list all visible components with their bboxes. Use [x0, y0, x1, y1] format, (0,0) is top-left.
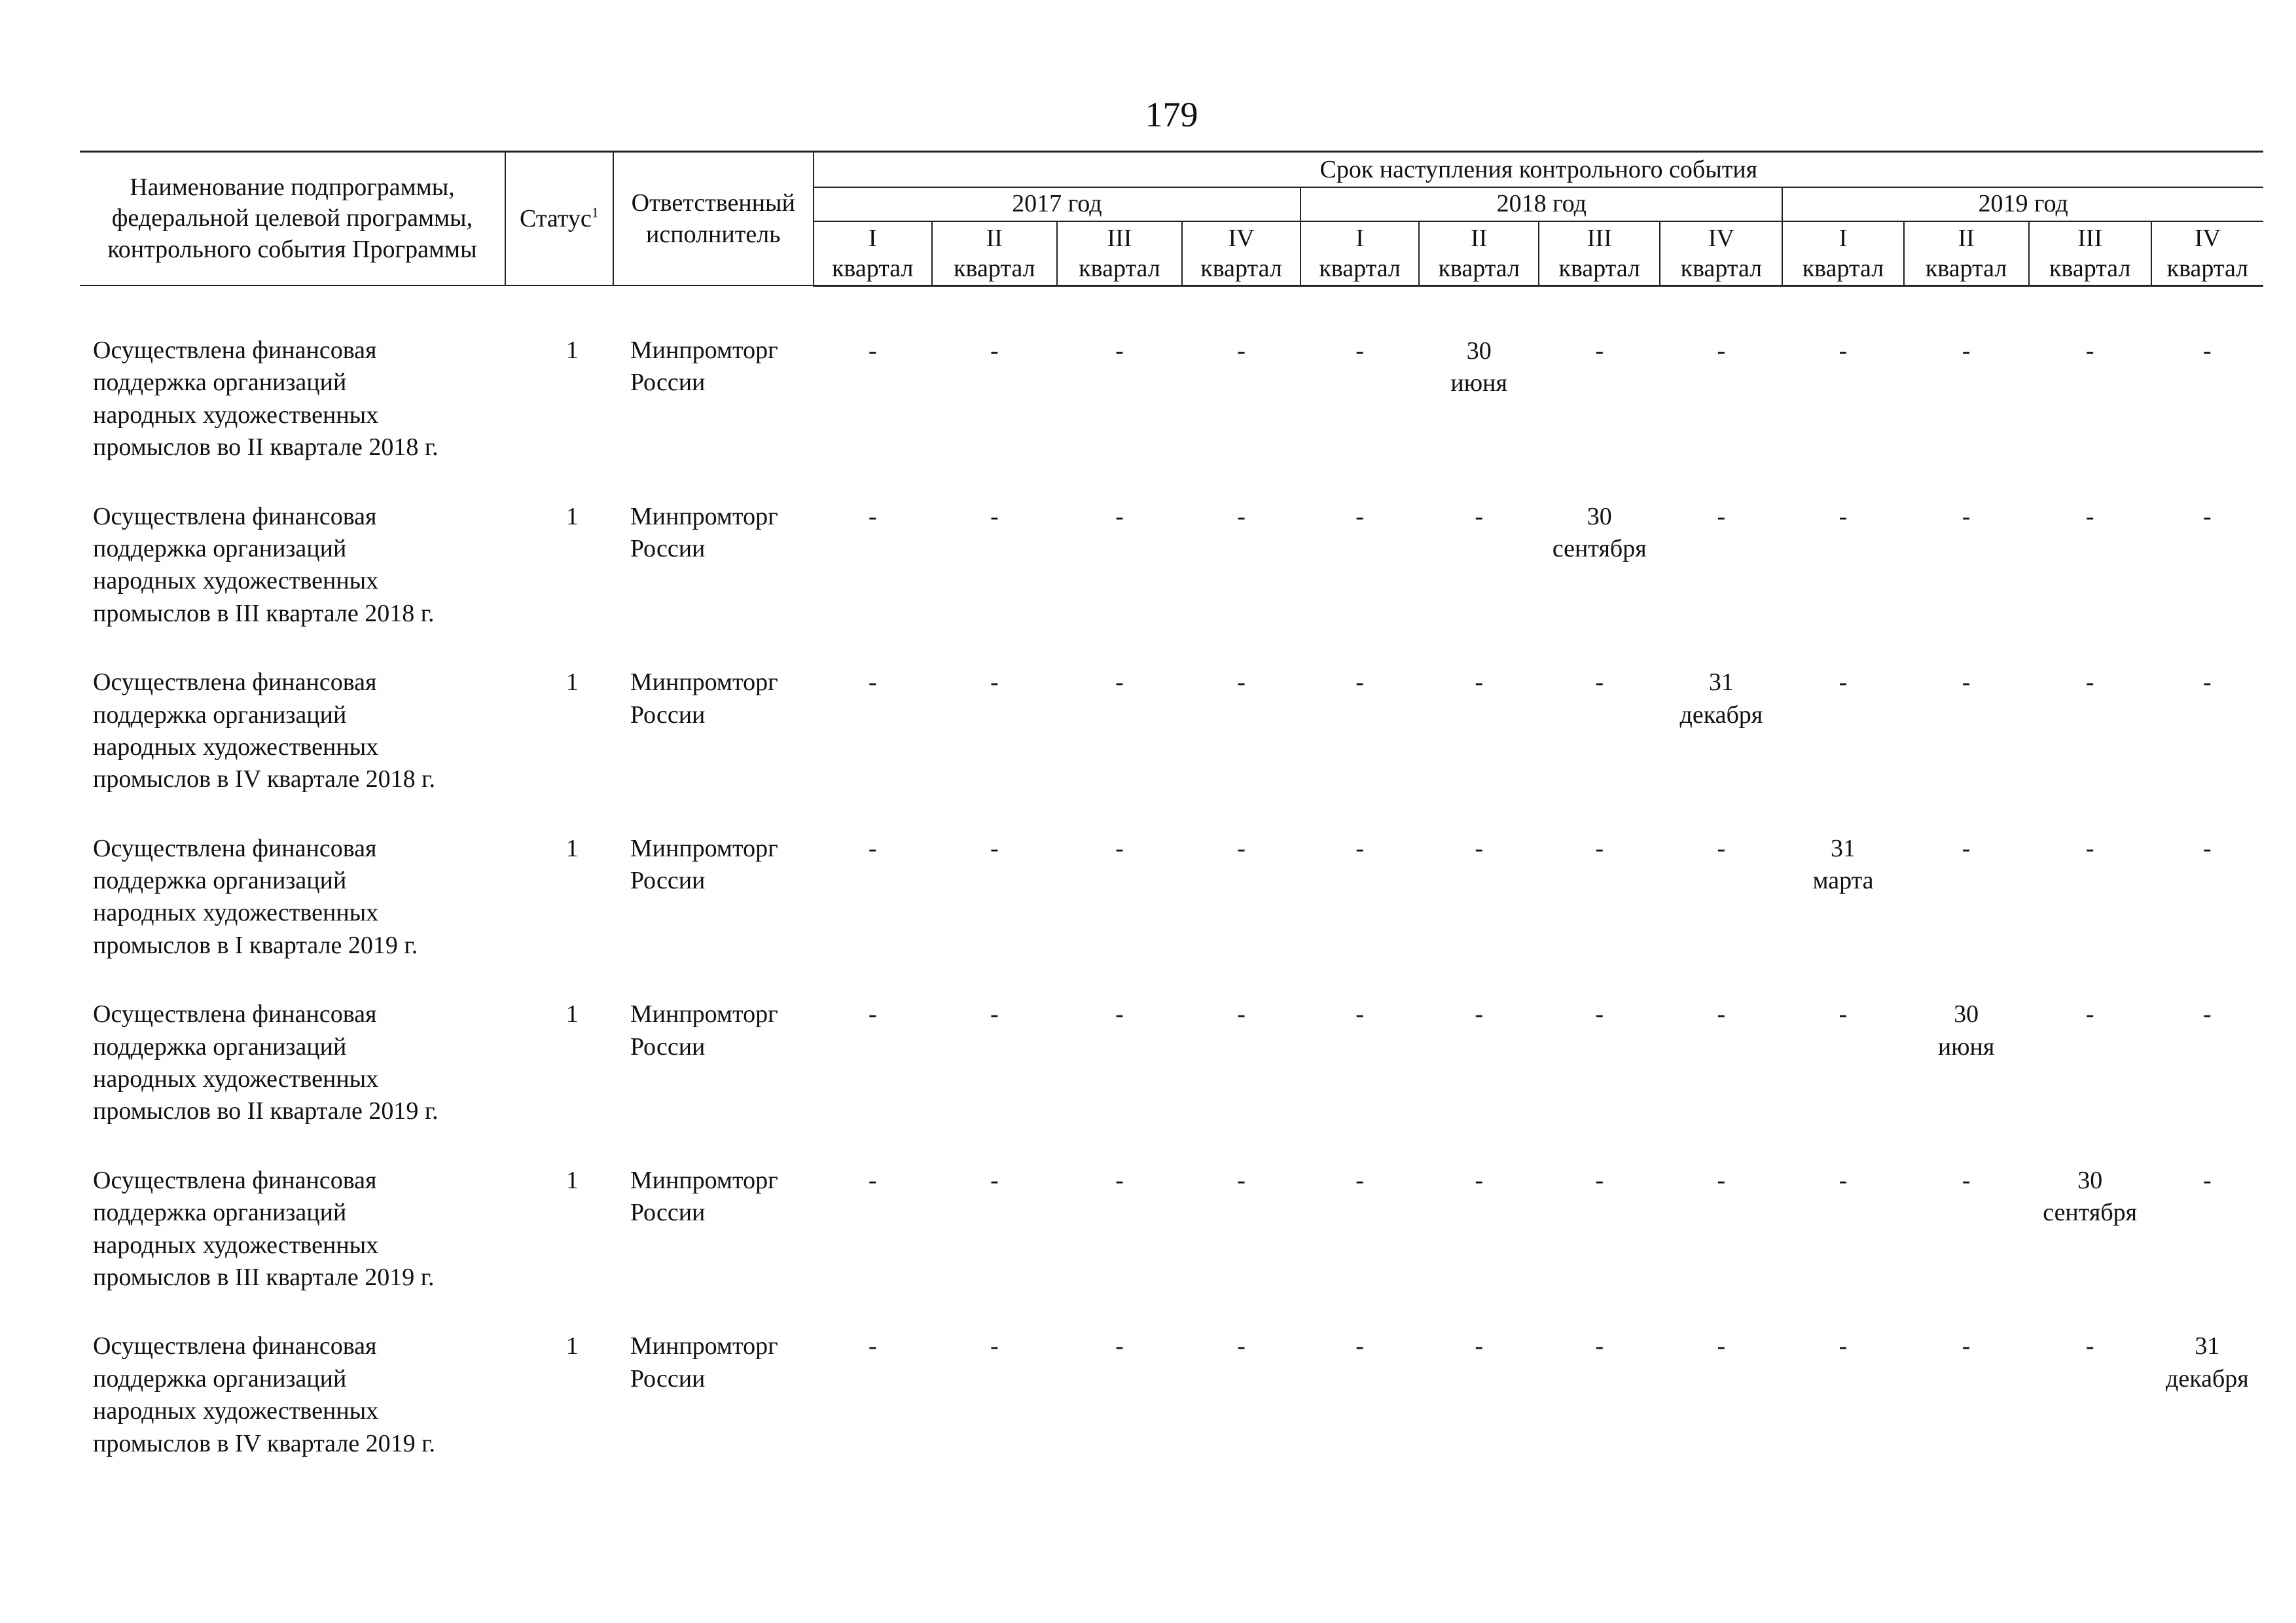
header-year-2019: 2019 год	[1782, 187, 2263, 221]
quarter-cell	[1419, 285, 1539, 464]
quarter-cell-text: -	[1115, 337, 1124, 365]
event-name	[80, 962, 505, 1128]
quarter-cell-text: -	[1355, 834, 1364, 862]
event-name-line: промыслов в IV квартале 2018 г.	[93, 765, 435, 793]
quarter-cell	[1419, 630, 1539, 796]
quarter-cell-text: -	[1355, 502, 1364, 530]
quarter-cell-text: -	[1115, 834, 1124, 862]
quarter-cell-text: марта	[1812, 867, 1874, 895]
header-quarter-word: квартал	[1438, 254, 1520, 282]
quarter-cell-text: -	[1355, 1332, 1364, 1360]
quarter-cell-text: -	[1475, 1000, 1484, 1029]
quarter-cell	[1300, 796, 1419, 962]
quarter-cell	[1660, 285, 1782, 464]
quarter-cell-text: 30	[1466, 337, 1492, 365]
event-responsible	[613, 962, 814, 1128]
event-responsible	[613, 1294, 814, 1460]
quarter-cell-text: -	[868, 1332, 877, 1360]
header-quarter-word: квартал	[954, 254, 1035, 282]
event-name-line: поддержка организаций	[93, 1032, 347, 1061]
quarter-cell	[1782, 796, 1903, 962]
header-quarter	[1782, 221, 1903, 286]
header-responsible: Ответственный исполнитель	[613, 152, 814, 286]
header-quarter-word: квартал	[2166, 254, 2249, 282]
quarter-cell-text: -	[990, 834, 999, 862]
quarter-cell-text: -	[1717, 834, 1726, 862]
page-number: 179	[1145, 95, 1198, 134]
quarter-cell-text: -	[2203, 337, 2212, 365]
event-name-line: народных художественных	[93, 1065, 379, 1093]
quarter-cell	[1660, 464, 1782, 630]
event-responsible-line: Минпромторг	[630, 834, 778, 862]
quarter-cell-text: июня	[1450, 369, 1507, 397]
quarter-cell-text: 30	[2077, 1166, 2103, 1194]
header-status	[505, 152, 613, 286]
header-quarter	[1300, 221, 1419, 286]
header-quarter	[1660, 221, 1782, 286]
quarter-cell-text: -	[868, 502, 877, 530]
header-quarter-word: квартал	[1802, 254, 1884, 282]
quarter-cell	[2151, 630, 2263, 796]
table-row	[80, 962, 2263, 1128]
quarter-cell	[1182, 1294, 1300, 1460]
quarter-cell-text: -	[1115, 1332, 1124, 1360]
quarter-cell-text: -	[1595, 337, 1604, 365]
quarter-cell-text: -	[1717, 502, 1726, 530]
quarter-cell	[1904, 630, 2029, 796]
quarter-cell-text: -	[1839, 1166, 1848, 1194]
quarter-cell-text: 31	[2195, 1332, 2220, 1360]
header-quarter-word: квартал	[1925, 254, 2007, 282]
header-quarter-number: II	[1471, 224, 1488, 252]
quarter-cell-text: -	[1355, 668, 1364, 697]
quarter-cell	[1300, 962, 1419, 1128]
quarter-cell	[1182, 285, 1300, 464]
quarter-cell	[1782, 630, 1903, 796]
quarter-cell-text: 31	[1708, 668, 1734, 697]
quarter-cell-text: -	[2203, 668, 2212, 697]
quarter-cell-text: -	[1475, 502, 1484, 530]
quarter-cell	[1419, 464, 1539, 630]
event-name	[80, 796, 505, 962]
quarter-cell	[1057, 796, 1182, 962]
event-responsible-line: Минпромторг	[630, 1000, 778, 1029]
quarter-cell	[2029, 464, 2151, 630]
quarter-cell-text: -	[868, 1000, 877, 1029]
control-events-table	[80, 151, 2263, 1460]
header-quarter-number: IV	[1708, 224, 1734, 252]
quarter-cell-text: -	[1237, 1166, 1246, 1194]
table-row	[80, 1128, 2263, 1294]
event-responsible-line: Минпромторг	[630, 502, 778, 530]
quarter-cell	[1300, 464, 1419, 630]
event-responsible-line: России	[630, 369, 706, 397]
event-status: 1	[565, 337, 579, 364]
quarter-cell-text: -	[1237, 337, 1246, 365]
quarter-cell	[1300, 630, 1419, 796]
event-name-line: Осуществлена финансовая	[93, 337, 377, 364]
quarter-cell	[1539, 1128, 1660, 1294]
quarter-cell	[1539, 962, 1660, 1128]
event-responsible-line: России	[630, 867, 706, 895]
quarter-cell	[2029, 1294, 2151, 1460]
quarter-cell	[1419, 1294, 1539, 1460]
table-row	[80, 464, 2263, 630]
quarter-cell-text: -	[1962, 502, 1971, 530]
quarter-cell-text: -	[1717, 1166, 1726, 1194]
quarter-cell-text: -	[1962, 1166, 1971, 1194]
table-row	[80, 796, 2263, 962]
quarter-cell	[1419, 1128, 1539, 1294]
quarter-cell	[932, 464, 1057, 630]
quarter-cell-text: -	[1115, 502, 1124, 530]
header-quarter-number: IV	[1228, 224, 1255, 252]
quarter-cell	[814, 285, 932, 464]
header-quarter-number: IV	[2194, 224, 2221, 252]
quarter-cell	[1904, 796, 2029, 962]
event-name-line: поддержка организаций	[93, 1199, 347, 1227]
quarter-cell-text: -	[1839, 502, 1848, 530]
quarter-cell	[1057, 285, 1182, 464]
header-quarter	[2029, 221, 2151, 286]
header-quarter-number: III	[1107, 224, 1132, 252]
quarter-cell-text: -	[1115, 668, 1124, 697]
quarter-cell-text: -	[990, 1166, 999, 1194]
quarter-cell	[814, 464, 932, 630]
event-name	[80, 630, 505, 796]
quarter-cell	[814, 1294, 932, 1460]
header-quarter-number: II	[1958, 224, 1975, 252]
quarter-cell	[2029, 285, 2151, 464]
quarter-cell-text: -	[1237, 834, 1246, 862]
quarter-cell-text: сентября	[1552, 534, 1647, 562]
quarter-cell-text: декабря	[2166, 1364, 2249, 1393]
quarter-cell	[1057, 464, 1182, 630]
quarter-cell	[1057, 630, 1182, 796]
quarter-cell	[1904, 464, 2029, 630]
event-responsible-line: Минпромторг	[630, 668, 778, 697]
header-quarter	[1419, 221, 1539, 286]
header-quarter-word: квартал	[2049, 254, 2131, 282]
header-quarter	[2151, 221, 2263, 286]
event-name	[80, 1128, 505, 1294]
quarter-cell-text: -	[2085, 1000, 2094, 1029]
header-quarter-word: квартал	[1680, 254, 1763, 282]
event-name-line: народных художественных	[93, 899, 379, 927]
header-status-label: Статус	[519, 204, 592, 232]
quarter-cell-text: -	[2085, 502, 2094, 530]
header-status-footnote: 1	[591, 204, 599, 221]
event-status: 1	[565, 502, 579, 530]
event-status: 1	[565, 1166, 579, 1194]
quarter-cell-text: -	[1595, 1332, 1604, 1360]
event-name-line: поддержка организаций	[93, 534, 347, 562]
quarter-cell-text: -	[1839, 668, 1848, 697]
event-responsible-line: России	[630, 1032, 706, 1061]
quarter-cell-text: сентября	[2043, 1199, 2138, 1227]
quarter-cell-text: -	[1595, 1000, 1604, 1029]
event-name	[80, 464, 505, 630]
header-quarter-number: III	[1587, 224, 1612, 252]
quarter-cell-text: -	[1839, 1332, 1848, 1360]
quarter-cell-text: -	[1475, 834, 1484, 862]
quarter-cell	[1057, 1128, 1182, 1294]
header-quarter-number: I	[1355, 224, 1364, 252]
quarter-cell	[932, 630, 1057, 796]
event-name-line: промыслов в I квартале 2019 г.	[93, 931, 418, 959]
quarter-cell-text: -	[990, 502, 999, 530]
quarter-cell	[1660, 630, 1782, 796]
event-responsible	[613, 630, 814, 796]
quarter-cell-text: -	[990, 1000, 999, 1029]
header-year-2018: 2018 год	[1300, 187, 1782, 221]
quarter-cell-text: -	[1115, 1000, 1124, 1029]
quarter-cell	[2151, 796, 2263, 962]
quarter-cell	[1660, 962, 1782, 1128]
quarter-cell	[814, 1128, 932, 1294]
quarter-cell	[1539, 285, 1660, 464]
quarter-cell-text: -	[1475, 1166, 1484, 1194]
event-name-line: народных художественных	[93, 1231, 379, 1259]
event-responsible	[613, 464, 814, 630]
event-responsible	[613, 796, 814, 962]
quarter-cell	[1782, 1294, 1903, 1460]
quarter-cell	[1904, 1294, 2029, 1460]
quarter-cell-text: -	[1595, 668, 1604, 697]
quarter-cell-text: -	[1839, 1000, 1848, 1029]
quarter-cell	[1300, 285, 1419, 464]
event-name	[80, 285, 505, 464]
quarter-cell-text: -	[1717, 1332, 1726, 1360]
quarter-cell	[2029, 962, 2151, 1128]
header-quarter-word: квартал	[1079, 254, 1160, 282]
quarter-cell	[932, 796, 1057, 962]
quarter-cell	[1182, 1128, 1300, 1294]
quarter-cell	[1182, 962, 1300, 1128]
quarter-cell-text: -	[2085, 1332, 2094, 1360]
event-responsible-line: России	[630, 1199, 706, 1227]
quarter-cell	[2151, 464, 2263, 630]
quarter-cell-text: -	[2085, 668, 2094, 697]
table-row	[80, 285, 2263, 464]
header-quarter	[1057, 221, 1182, 286]
quarter-cell-text: 31	[1830, 834, 1856, 862]
quarter-cell	[2029, 630, 2151, 796]
quarter-cell-text: -	[1962, 834, 1971, 862]
event-name-line: Осуществлена финансовая	[93, 1000, 377, 1029]
quarter-cell-text: -	[1237, 502, 1246, 530]
quarter-cell-text: -	[868, 1166, 877, 1194]
header-quarter-number: I	[1839, 224, 1848, 252]
quarter-cell	[1782, 962, 1903, 1128]
quarter-cell	[814, 962, 932, 1128]
quarter-cell	[1419, 962, 1539, 1128]
quarter-cell-text: -	[1962, 337, 1971, 365]
quarter-cell-text: -	[1717, 1000, 1726, 1029]
quarter-cell-text: -	[868, 668, 877, 697]
event-status: 1	[565, 668, 579, 697]
header-name: Наименование подпрограммы, федеральной целевой программы, контрольного события Программы	[80, 152, 505, 286]
quarter-cell	[932, 285, 1057, 464]
quarter-cell-text: июня	[1937, 1032, 1995, 1061]
quarter-cell	[2151, 962, 2263, 1128]
quarter-cell-text: -	[1355, 337, 1364, 365]
event-name-line: Осуществлена финансовая	[93, 668, 377, 697]
quarter-cell-text: -	[1237, 668, 1246, 697]
event-status: 1	[565, 834, 579, 862]
quarter-cell	[814, 796, 932, 962]
event-name	[80, 1294, 505, 1460]
quarter-cell	[1419, 796, 1539, 962]
event-name-line: поддержка организаций	[93, 1364, 347, 1393]
quarter-cell	[1782, 464, 1903, 630]
quarter-cell-text: -	[990, 1332, 999, 1360]
quarter-cell-text: 30	[1954, 1000, 1979, 1029]
event-name-line: поддержка организаций	[93, 701, 347, 729]
quarter-cell	[814, 630, 932, 796]
quarter-cell-text: -	[2203, 1000, 2212, 1029]
event-responsible-line: Минпромторг	[630, 1166, 778, 1194]
quarter-cell-text: -	[2085, 337, 2094, 365]
quarter-cell	[1904, 285, 2029, 464]
quarter-cell-text: -	[868, 834, 877, 862]
quarter-cell	[1904, 1128, 2029, 1294]
quarter-cell-text: -	[868, 337, 877, 365]
quarter-cell	[2151, 285, 2263, 464]
event-status: 1	[565, 1332, 579, 1360]
quarter-cell-text: 30	[1587, 502, 1612, 530]
event-name-line: промыслов в IV квартале 2019 г.	[93, 1429, 435, 1457]
quarter-cell	[2151, 1128, 2263, 1294]
event-responsible-line: Минпромторг	[630, 1332, 778, 1360]
header-deadline-group: Срок наступления контрольного события	[814, 152, 2263, 187]
quarter-cell-text: -	[1355, 1166, 1364, 1194]
quarter-cell	[2151, 1294, 2263, 1460]
header-quarter	[1182, 221, 1300, 286]
header-quarter	[1904, 221, 2029, 286]
quarter-cell	[1182, 630, 1300, 796]
quarter-cell-text: -	[1475, 668, 1484, 697]
event-responsible-line: России	[630, 701, 706, 729]
event-name-line: промыслов в III квартале 2018 г.	[93, 599, 435, 627]
quarter-cell-text: -	[1355, 1000, 1364, 1029]
quarter-cell	[932, 1294, 1057, 1460]
header-quarter	[932, 221, 1057, 286]
event-name-line: Осуществлена финансовая	[93, 1166, 377, 1194]
quarter-cell-text: -	[1237, 1332, 1246, 1360]
quarter-cell-text: -	[990, 337, 999, 365]
quarter-cell	[1660, 1128, 1782, 1294]
quarter-cell	[1782, 285, 1903, 464]
quarter-cell-text: -	[1962, 668, 1971, 697]
quarter-cell	[1539, 796, 1660, 962]
quarter-cell-text: -	[2085, 834, 2094, 862]
header-quarter-word: квартал	[1319, 254, 1401, 282]
header-quarter	[1539, 221, 1660, 286]
event-name-line: промыслов во II квартале 2019 г.	[93, 1097, 439, 1125]
header-quarter-word: квартал	[1200, 254, 1282, 282]
header-quarter-number: II	[986, 224, 1003, 252]
quarter-cell-text: -	[1839, 337, 1848, 365]
header-quarter-word: квартал	[1558, 254, 1641, 282]
header-quarter-word: квартал	[831, 254, 914, 282]
event-name-line: промыслов в III квартале 2019 г.	[93, 1263, 435, 1291]
table-row	[80, 630, 2263, 796]
event-name-line: народных художественных	[93, 1397, 379, 1425]
header-quarter-number: I	[868, 224, 877, 252]
event-name-line: Осуществлена финансовая	[93, 1332, 377, 1360]
event-name-line: народных художественных	[93, 567, 379, 595]
quarter-cell-text: -	[1595, 834, 1604, 862]
event-name-line: поддержка организаций	[93, 867, 347, 895]
quarter-cell	[1539, 630, 1660, 796]
quarter-cell	[932, 1128, 1057, 1294]
event-name-line: поддержка организаций	[93, 369, 347, 397]
quarter-cell	[1660, 1294, 1782, 1460]
quarter-cell-text: -	[1475, 1332, 1484, 1360]
quarter-cell	[2029, 796, 2151, 962]
event-name-line: Осуществлена финансовая	[93, 834, 377, 862]
quarter-cell	[1782, 1128, 1903, 1294]
quarter-cell-text: -	[1962, 1332, 1971, 1360]
event-responsible-line: России	[630, 534, 706, 562]
quarter-cell	[2029, 1128, 2151, 1294]
quarter-cell-text: декабря	[1679, 701, 1763, 729]
event-name-line: Осуществлена финансовая	[93, 502, 377, 530]
quarter-cell-text: -	[2203, 502, 2212, 530]
event-status: 1	[565, 1000, 579, 1029]
quarter-cell	[1539, 464, 1660, 630]
quarter-cell	[1300, 1294, 1419, 1460]
event-responsible	[613, 1128, 814, 1294]
event-name-line: промыслов во II квартале 2018 г.	[93, 433, 439, 462]
event-name-line: народных художественных	[93, 733, 379, 761]
header-year-2017: 2017 год	[814, 187, 1300, 221]
quarter-cell	[1182, 796, 1300, 962]
quarter-cell-text: -	[1115, 1166, 1124, 1194]
event-responsible-line: Минпромторг	[630, 337, 778, 364]
quarter-cell	[1182, 464, 1300, 630]
quarter-cell-text: -	[1237, 1000, 1246, 1029]
quarter-cell-text: -	[1595, 1166, 1604, 1194]
quarter-cell	[932, 962, 1057, 1128]
quarter-cell	[1539, 1294, 1660, 1460]
quarter-cell	[1057, 962, 1182, 1128]
quarter-cell	[1904, 962, 2029, 1128]
event-responsible-line: России	[630, 1364, 706, 1393]
event-responsible	[613, 285, 814, 464]
quarter-cell-text: -	[990, 668, 999, 697]
quarter-cell	[1300, 1128, 1419, 1294]
table-row	[80, 1294, 2263, 1460]
quarter-cell-text: -	[2203, 834, 2212, 862]
quarter-cell-text: -	[2203, 1166, 2212, 1194]
quarter-cell	[1057, 1294, 1182, 1460]
event-name-line: народных художественных	[93, 401, 379, 429]
header-quarter-number: III	[2077, 224, 2103, 252]
header-quarter	[814, 221, 932, 286]
quarter-cell-text: -	[1717, 337, 1726, 365]
quarter-cell	[1660, 796, 1782, 962]
